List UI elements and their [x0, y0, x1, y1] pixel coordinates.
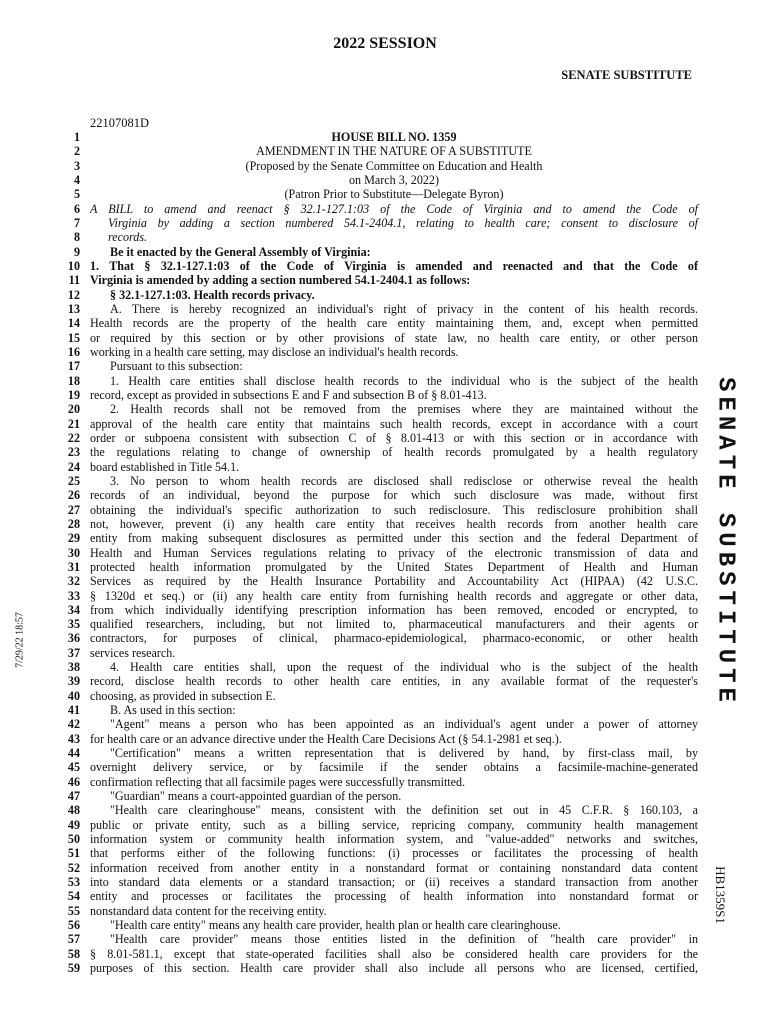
line-text: confirmation reflecting that all facsimile pages were successfully transmitted. [90, 774, 466, 789]
line-text: for health care or an advance directive under the Health Care Decisions Act (§ 54.1-2981 et seq.). [90, 731, 562, 746]
line-text: information system or community health information system, and "value-added" networks and switches, [90, 832, 698, 847]
bill-line [58, 703, 698, 717]
line-text: information received from another entity in a nonstandard format or containing nonstandard data content [90, 860, 698, 875]
line-number: 49 [67, 817, 80, 832]
bill-line [58, 531, 698, 545]
bill-line [58, 202, 698, 216]
bill-line [58, 789, 698, 803]
line-number: 21 [67, 416, 80, 431]
bill-line [58, 216, 698, 230]
line-text: records. [108, 230, 148, 245]
line-number: 7 [73, 215, 80, 230]
bill-line [58, 775, 698, 789]
bill-line [58, 603, 698, 617]
bill-line [58, 904, 698, 918]
line-number: 48 [67, 803, 80, 818]
line-text: or required by this section or by other provisions of state law, no health care entity, or other person [90, 330, 698, 345]
bill-line [58, 947, 698, 961]
line-text: AMENDMENT IN THE NATURE OF A SUBSTITUTE [256, 144, 532, 159]
line-text: 2. Health records shall not be removed from the premises where they are maintained without the [110, 402, 698, 417]
bill-line [58, 560, 698, 574]
line-number: 30 [67, 545, 80, 560]
line-number: 26 [67, 488, 80, 503]
line-number: 24 [67, 459, 80, 474]
bill-line [58, 617, 698, 631]
line-number: 18 [67, 373, 80, 388]
line-number: 13 [67, 301, 80, 316]
line-number: 20 [67, 402, 80, 417]
line-number: 6 [73, 201, 80, 216]
line-number: 40 [67, 688, 80, 703]
bill-line [58, 316, 698, 330]
bill-line [58, 918, 698, 932]
bill-line [58, 961, 698, 975]
bill-line [58, 445, 698, 459]
line-text: § 32.1-127.1:03. Health records privacy. [110, 287, 315, 302]
line-text: (Proposed by the Senate Committee on Education and Health [245, 158, 543, 173]
line-text: approval of the health care entity that maintains such health records, except in accordance with a court [90, 416, 698, 431]
line-number: 58 [67, 946, 80, 961]
line-number: 46 [67, 774, 80, 789]
bill-line [58, 689, 698, 703]
line-text: "Guardian" means a court-appointed guardian of the person. [110, 789, 402, 804]
line-text: HOUSE BILL NO. 1359 [331, 130, 457, 144]
bill-line [58, 574, 698, 588]
line-number: 35 [67, 617, 80, 632]
line-text: the regulations relating to change of ownership of health records promulgated by a health regulatory [90, 445, 698, 460]
line-text: (Patron Prior to Substitute—Delegate Byron) [284, 187, 504, 202]
timestamp-vertical [8, 600, 32, 680]
senate-substitute-vertical-text: SENATE SUBSTITUTE [711, 377, 739, 707]
line-text: record, except as provided in subsections E and F and subsection B of § 8.01-413. [90, 387, 487, 402]
bill-line [58, 503, 698, 517]
bill-line [58, 331, 698, 345]
line-number: 36 [67, 631, 80, 646]
line-number: 23 [67, 445, 80, 460]
document-id: 22107081D [90, 116, 150, 130]
line-text: into standard data elements or a standard transaction; or (ii) receives a standard transaction from another [90, 875, 698, 890]
line-number: 19 [67, 387, 80, 402]
line-number: 8 [73, 230, 80, 245]
line-text: 1. Health care entities shall disclose health records to the individual who is the subject of the health [110, 373, 698, 388]
line-text: record, disclose health records to other health care entities, in any available format of the requester's [90, 674, 698, 689]
line-number: 59 [67, 961, 80, 976]
bill-line [58, 760, 698, 774]
line-number: 12 [67, 287, 80, 302]
line-text: services research. [90, 645, 176, 660]
bill-line [58, 589, 698, 603]
line-text: 3. No person to whom health records are disclosed shall redisclose or otherwise reveal the health [110, 473, 698, 488]
line-number: 43 [67, 731, 80, 746]
line-text: contractors, for purposes of clinical, pharmaco-epidemiological, pharmaco-economic, or other health [90, 631, 698, 646]
line-text: order or subpoena consistent with subsection C of § 8.01-413 or with this section or in accordance with [90, 430, 698, 445]
bill-line [58, 517, 698, 531]
line-text: nonstandard data content for the receiving entity. [90, 903, 327, 918]
bill-line [58, 159, 698, 173]
line-number: 42 [67, 717, 80, 732]
substitute-heading: SENATE SUBSTITUTE [561, 68, 692, 82]
bill-line [58, 302, 698, 316]
line-number: 51 [67, 846, 80, 861]
bill-line [58, 932, 698, 946]
line-text: § 8.01-581.1, except that state-operated facilities shall also be considered health care providers for the [90, 946, 698, 961]
line-number: 10 [67, 258, 80, 273]
line-text: Virginia by adding a section numbered 54.1-2404.1, relating to health care; consent to disclosure of [108, 215, 698, 230]
line-number: 5 [73, 187, 80, 202]
senate-substitute-vertical-label [705, 322, 745, 762]
bill-line [58, 460, 698, 474]
bill-line [58, 889, 698, 903]
line-text: not, however, prevent (i) any health care entity that receives health records from another health care [90, 516, 698, 531]
line-number: 39 [67, 674, 80, 689]
bill-line [58, 245, 698, 259]
bill-text [58, 130, 698, 975]
bill-line [58, 803, 698, 817]
line-text: obtaining the individual's specific authorization to such redisclosure. This redisclosure prohibition shall [90, 502, 698, 517]
line-number: 52 [67, 860, 80, 875]
line-number: 45 [67, 760, 80, 775]
bill-line [58, 818, 698, 832]
bill-line [58, 230, 698, 244]
line-text: "Certification" means a written representation that is delivered by hand, by first-class mail, by [110, 746, 698, 761]
line-number: 22 [67, 430, 80, 445]
line-text: public or private entity, such as a billing service, repricing company, community health management [90, 817, 698, 832]
line-text: overnight delivery service, or by facsimile if the sender obtains a facsimile-machine-generated [90, 760, 698, 775]
line-number: 37 [67, 645, 80, 660]
line-number: 41 [67, 703, 80, 718]
line-text: working in a health care setting, may disclose an individual's health records. [90, 344, 459, 359]
line-number: 25 [67, 473, 80, 488]
line-text: A BILL to amend and reenact § 32.1-127.1:03 of the Code of Virginia and to amend the Code of [90, 201, 698, 216]
line-number: 14 [67, 316, 80, 331]
bill-line [58, 388, 698, 402]
line-text: entity and processes or facilitates the processing of health information into nonstandard format or [90, 889, 698, 904]
line-number: 31 [67, 559, 80, 574]
line-text: § 1320d et seq.) or (ii) any health care entity from furnishing health records and aggregate or other data, [90, 588, 698, 603]
bill-line [58, 488, 698, 502]
line-text: entity from making subsequent disclosures as permitted under this section and the federal Department of [90, 531, 698, 546]
bill-line [58, 546, 698, 560]
bill-line [58, 130, 698, 144]
line-number: 44 [67, 746, 80, 761]
line-text: from which individually identifying prescription information has been removed, encoded or encrypted, to [90, 602, 698, 617]
bill-code-text: HB1359S1 [713, 866, 728, 924]
line-number: 29 [67, 531, 80, 546]
line-text: Health records are the property of the health care entity maintaining them, and, except when permitted [90, 316, 698, 331]
bill-line [58, 875, 698, 889]
line-text: A. There is hereby recognized an individual's right of privacy in the content of his health records. [110, 301, 698, 316]
bill-line [58, 173, 698, 187]
line-text: B. As used in this section: [110, 703, 236, 718]
bill-line [58, 674, 698, 688]
bill-line [58, 660, 698, 674]
bill-line [58, 417, 698, 431]
bill-line [58, 359, 698, 373]
line-text: 1. That § 32.1-127.1:03 of the Code of Virginia is amended and reenacted and that the Code of [90, 258, 698, 273]
line-number: 33 [67, 588, 80, 603]
bill-line [58, 374, 698, 388]
line-text: "Health care clearinghouse" means, consistent with the definition set out in 45 C.F.R. § 160.103, a [110, 803, 698, 818]
line-text: Services as required by the Health Insurance Portability and Accountability Act (HIPAA) (42 U.S.C. [90, 574, 698, 589]
line-text: Pursuant to this subsection: [110, 359, 243, 374]
bill-code-vertical [700, 850, 740, 940]
line-text: board established in Title 54.1. [90, 459, 240, 474]
line-number: 4 [73, 172, 80, 187]
line-text: 4. Health care entities shall, upon the request of the individual who is the subject of the health [110, 660, 698, 675]
line-number: 57 [67, 932, 80, 947]
line-number: 3 [73, 158, 80, 173]
line-number: 1 [73, 130, 80, 144]
bill-line [58, 746, 698, 760]
bill-line [58, 717, 698, 731]
line-text: qualified researchers, including, but not limited to, pharmaceutical manufacturers and their agents or [90, 617, 698, 632]
bill-line [58, 861, 698, 875]
bill-line [58, 288, 698, 302]
line-number: 50 [67, 832, 80, 847]
line-number: 11 [68, 273, 80, 288]
line-text: protected health information promulgated by the United States Department of Health and Human [90, 559, 698, 574]
line-number: 17 [67, 359, 80, 374]
line-number: 55 [67, 903, 80, 918]
line-text: Health and Human Services regulations relating to privacy of the electronic transmission of data and [90, 545, 698, 560]
line-text: "Health care provider" means those entities listed in the definition of "health care provider" in [110, 932, 698, 947]
line-number: 15 [67, 330, 80, 345]
line-number: 53 [67, 875, 80, 890]
line-number: 9 [73, 244, 80, 259]
line-number: 54 [67, 889, 80, 904]
line-text: that performs either of the following functions: (i) processes or facilitates the processing of health [90, 846, 698, 861]
line-text: "Agent" means a person who has been appointed as an individual's agent under a power of attorney [110, 717, 698, 732]
line-number: 34 [67, 602, 80, 617]
line-text: on March 3, 2022) [348, 172, 439, 187]
bill-line [58, 402, 698, 416]
line-text: purposes of this section. Health care provider shall also include all persons who are licensed, certified, [90, 961, 698, 976]
bill-line [58, 631, 698, 645]
bill-line [58, 474, 698, 488]
line-number: 38 [67, 660, 80, 675]
line-text: choosing, as provided in subsection E. [90, 688, 276, 703]
line-text: Be it enacted by the General Assembly of Virginia: [110, 244, 371, 259]
line-number: 28 [67, 516, 80, 531]
bill-line [58, 846, 698, 860]
session-title: 2022 SESSION [333, 35, 437, 52]
line-number: 32 [67, 574, 80, 589]
line-number: 56 [67, 918, 80, 933]
line-text: "Health care entity" means any health care provider, health plan or health care clearinghouse. [110, 918, 561, 933]
bill-line [58, 144, 698, 158]
line-text: records of an individual, beyond the purpose for which such disclosure was made, without first [90, 488, 698, 503]
line-text: Virginia is amended by adding a section numbered 54.1-2404.1 as follows: [90, 273, 471, 288]
bill-line [58, 646, 698, 660]
line-number: 2 [73, 144, 80, 159]
bill-line [58, 832, 698, 846]
bill-line [58, 431, 698, 445]
line-number: 16 [67, 344, 80, 359]
line-number: 27 [67, 502, 80, 517]
bill-line [58, 187, 698, 201]
bill-line [58, 345, 698, 359]
bill-line [58, 259, 698, 273]
bill-line [58, 732, 698, 746]
timestamp-text: 7/29/22 18:57 [14, 612, 26, 668]
line-number: 47 [67, 789, 80, 804]
bill-line [58, 273, 698, 287]
